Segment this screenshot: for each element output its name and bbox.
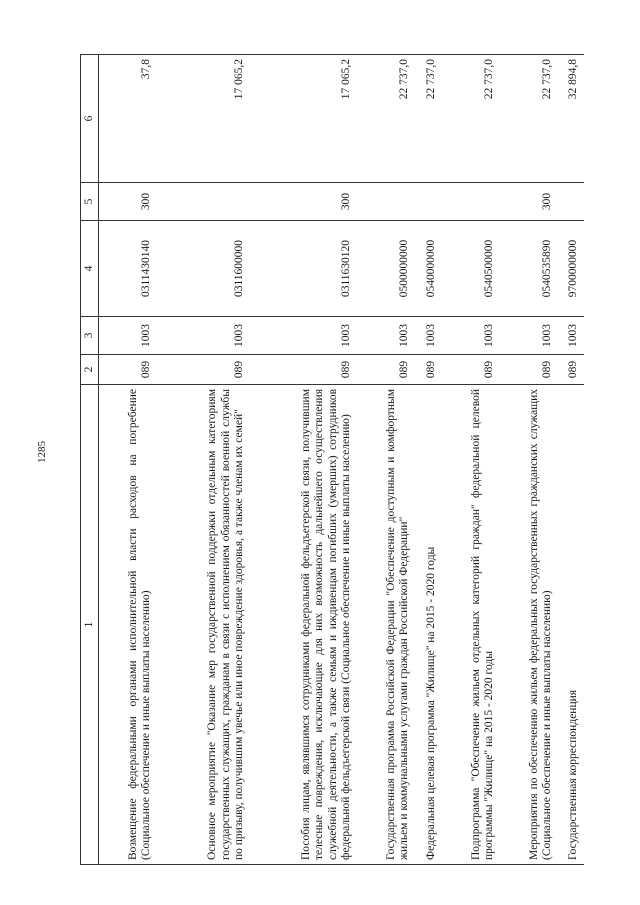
row-name: Пособия лицам, являвшимся сотрудниками федеральной фельдъегерской связи, получившим телесные повреждения, исключающие для них возможность дальнейшего осуществления служебной деятельности, а также семьям и иждивенцам погибших (умерших) сотрудников федеральной фельдъегерской связи (Социальное обеспечение и иные выплаты населению) [250, 385, 357, 865]
row-name: Федеральная целевая программа "Жилище" на 2015 - 2020 годы [415, 385, 442, 865]
row-type [357, 183, 415, 221]
column-header-target: 4 [81, 221, 99, 317]
row-name: Государственная программа Российской Федерации "Обеспечение доступным и комфортным жильем и коммунальными услугами граждан Российской Федерации" [357, 385, 415, 865]
row-amount: 17 065,2 [157, 55, 250, 183]
row-ministry: 089 [500, 355, 558, 385]
row-ministry: 089 [357, 355, 415, 385]
rotated-page [80, 55, 640, 865]
row-type: 300 [250, 183, 357, 221]
row-target: 0540000000 [415, 221, 442, 317]
page-number: 1285 [36, 441, 48, 463]
row-name: Государственная корреспонденция [558, 385, 584, 865]
row-ministry: 089 [415, 355, 442, 385]
budget-table [80, 54, 584, 865]
row-ministry: 089 [558, 355, 584, 385]
table-row [558, 55, 584, 865]
row-ministry: 089 [442, 355, 500, 385]
table-row [357, 55, 415, 865]
row-section: 1003 [442, 317, 500, 355]
row-name: Возмещение федеральными органами исполнительной власти расходов на погребение (Социальное обеспечение и иные выплаты населению) [99, 385, 157, 865]
row-type [558, 183, 584, 221]
column-header-amount: 6 [81, 55, 99, 183]
row-section: 1003 [558, 317, 584, 355]
table-row [500, 55, 558, 865]
row-section: 1003 [250, 317, 357, 355]
row-amount: 32 894,8 [558, 55, 584, 183]
row-target: 0500000000 [357, 221, 415, 317]
row-ministry: 089 [157, 355, 250, 385]
row-amount: 22 737,0 [500, 55, 558, 183]
table-header-row [81, 55, 99, 865]
row-type [157, 183, 250, 221]
row-amount: 17 065,2 [250, 55, 357, 183]
row-target: 0311630120 [250, 221, 357, 317]
row-name: Мероприятия по обеспечению жильем федеральных государственных гражданских служащих (Социальное обеспечение и иные выплаты населению) [500, 385, 558, 865]
table-row [157, 55, 250, 865]
row-target: 0540535890 [500, 221, 558, 317]
column-header-type: 5 [81, 183, 99, 221]
row-target: 0311430140 [99, 221, 157, 317]
row-amount: 22 737,0 [357, 55, 415, 183]
row-type [442, 183, 500, 221]
row-name: Подпрограмма "Обеспечение жильем отдельных категорий граждан" федеральной целевой программы "Жилище" на 2015 - 2020 годы [442, 385, 500, 865]
table-row [250, 55, 357, 865]
row-name: Основное мероприятие "Оказание мер государственной поддержки отдельным категориям государственных служащих, гражданам в связи с исполнением обязанностей военной службы по призыву, получившим увечье или иное повреждение здоровья, а также членам их семей" [157, 385, 250, 865]
column-header-name: 1 [81, 385, 99, 865]
table-row [442, 55, 500, 865]
row-ministry: 089 [99, 355, 157, 385]
column-header-ministry: 2 [81, 355, 99, 385]
row-type [415, 183, 442, 221]
row-section: 1003 [415, 317, 442, 355]
row-type: 300 [500, 183, 558, 221]
row-amount: 22 737,0 [415, 55, 442, 183]
row-ministry: 089 [250, 355, 357, 385]
column-header-section: 3 [81, 317, 99, 355]
row-section: 1003 [357, 317, 415, 355]
table-row [415, 55, 442, 865]
row-target: 9700000000 [558, 221, 584, 317]
row-target: 0311600000 [157, 221, 250, 317]
table-row [99, 55, 157, 865]
row-amount: 37,8 [99, 55, 157, 183]
row-section: 1003 [500, 317, 558, 355]
row-section: 1003 [99, 317, 157, 355]
row-section: 1003 [157, 317, 250, 355]
row-type: 300 [99, 183, 157, 221]
row-amount: 22 737,0 [442, 55, 500, 183]
row-target: 0540500000 [442, 221, 500, 317]
